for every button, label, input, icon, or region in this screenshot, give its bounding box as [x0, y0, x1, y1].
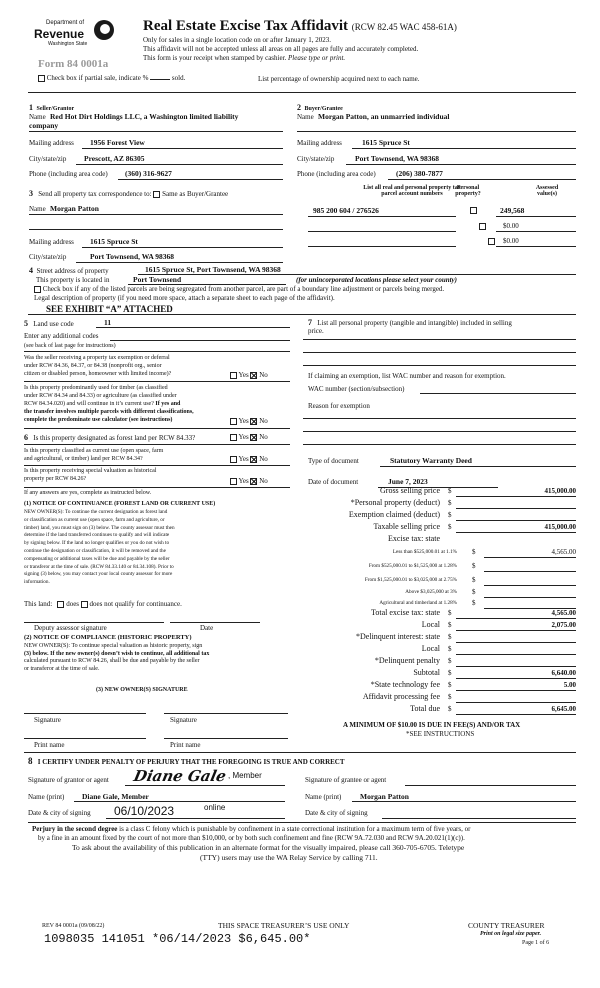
seller-heading: 1 Seller/Grantor [29, 103, 75, 112]
timber-question: Is this property predominantly used for timber (as classified under RCW 84.34 and 84.33) or agriculture (as classified under RCW 84.34.020) and will continue in it’s current use? If yes and the transfer involves multiple parcels with different classifications, complete the predominate use calculator (see instructions) [24, 385, 194, 423]
tax-currency: $ [448, 681, 452, 689]
segregated-row: Check box if any of the listed parcels are being segregated from another parcel, are part of a boundary line adjustment or parcels being merged. [34, 285, 444, 293]
member-text: , Member [228, 771, 262, 780]
seller-city-label: City/state/zip [29, 155, 67, 163]
notice1-body: NEW OWNER(S): To continue the current designation as forest land or classification as current use (open space, farm and agriculture, or timber) land, you must sign on (3) below. The county assessor must then determine if the land transferred continues to qualify and will indicate by signing below. If the land no longer qualifies or you do not wish to continue the designation or classification, it will be removed and the compensating or additional taxes will be due and payable by the seller or transferor at the time of sale. (RCW 84.33.140 or 84.34.108). Prior to signing (3) below, you may contact your local county assessor for more information. [24, 509, 175, 586]
does-checkbox[interactable] [57, 601, 64, 608]
doc-type-label: Type of document [308, 457, 359, 465]
tax-value-subtotal[interactable]: 6,640.00 [551, 669, 576, 677]
q1-no-checkbox[interactable] [250, 372, 257, 379]
correspondence-row: 3 Send all property tax correspondence to: Same as Buyer/Grantee [29, 189, 229, 198]
dept-line3: Washington State [48, 41, 88, 47]
perjury-line-1: Perjury in the second degree is a class C felony which is punishable by confinement in a state correctional institution for a maximum term of five years, or [32, 825, 471, 833]
additional-codes-label: Enter any additional codes [24, 332, 99, 340]
seller-name-line2[interactable]: company [29, 121, 59, 130]
tax-label-gross: Gross selling price [380, 486, 440, 495]
q2-no-checkbox[interactable] [250, 418, 257, 425]
q5-answer: Yes No [230, 477, 268, 485]
tax-label-total-state: Total excise tax: state [371, 608, 440, 617]
street-address[interactable]: 1615 Spruce St, Port Townsend, WA 98368 [145, 265, 281, 274]
q4-answer: Yes No [230, 455, 268, 463]
see-instructions: *SEE INSTRUCTIONS [406, 730, 475, 738]
assessed-value-3[interactable]: $0.00 [503, 237, 519, 245]
corr-mailing[interactable]: 1615 Spruce St [90, 237, 138, 246]
tax-currency: $ [448, 511, 452, 519]
tax-value-total-due[interactable]: 6,645.00 [551, 705, 576, 713]
rev-number: REV 84 0001a (09/08/22) [42, 923, 105, 929]
legal-paper-note: Print on legal size paper. [480, 931, 542, 937]
owner-print-label-1: Print name [34, 741, 65, 749]
treasurer-use-label: THIS SPACE TREASURER’S USE ONLY [218, 921, 350, 930]
notice2-body: NEW OWNER(S): To continue special valuation as historic property, sign (3) below. If the new owner(s) doesn’t wish to continue, all additional tax calculated pursuant to RCW 84.26, shall be due and payable by the seller or transferor at the time of sale. [24, 643, 210, 672]
q1-yes-checkbox[interactable] [230, 372, 237, 379]
exhibit-text[interactable]: SEE EXHIBIT “A” ATTACHED [46, 304, 173, 314]
county-treasurer-label: COUNTY TREASURER [468, 921, 545, 930]
ownership-label: List percentage of ownership acquired next to each name. [258, 75, 420, 83]
current-use-question: Is this property classified as current use (open space, farm and agricultural, or timber) land per RCW 84.34? [24, 448, 164, 462]
deputy-signature-label: Deputy assessor signature [34, 624, 107, 632]
grantor-signature-label: Signature of grantor or agent [28, 776, 109, 784]
tax-value-local[interactable]: 2,075.00 [551, 621, 576, 629]
owner-signature-label-1: Signature [34, 716, 61, 724]
dept-line1: Department of [46, 20, 85, 26]
seller-name-label: Name [29, 113, 46, 121]
tax-label-technology-fee: *State technology fee [370, 680, 440, 689]
corr-name[interactable]: Morgan Patton [50, 204, 99, 213]
forest-question: 6 Is this property designated as forest land per RCW 84.33? [24, 433, 196, 442]
q3-yes-checkbox[interactable] [230, 434, 237, 441]
wac-label: WAC number (section/subsection) [308, 385, 405, 393]
buyer-mailing[interactable]: 1615 Spruce St [362, 138, 410, 147]
tax-value-taxable[interactable]: 415,000.00 [544, 523, 576, 531]
tax-currency: $ [472, 588, 476, 596]
tax-label-subtotal: Subtotal [413, 668, 440, 677]
q2-yes-checkbox[interactable] [230, 418, 237, 425]
partial-sale-row [38, 74, 185, 82]
seller-name-line1[interactable]: Red Hot Dirt Holdings LLC, a Washington limited liability [50, 112, 239, 121]
q3-answer: Yes No [230, 433, 268, 441]
land-use-code[interactable]: 11 [104, 318, 112, 327]
form-number: Form 84 0001a [38, 58, 109, 70]
corr-city-label: City/state/zip [29, 253, 67, 261]
cashier-stamp: 1098035 141051 *06/14/2023 $6,645.00* [44, 932, 311, 946]
tax-currency: $ [448, 633, 452, 641]
tax-value-total-state[interactable]: 4,565.00 [551, 609, 576, 617]
certify-heading: 8 I CERTIFY UNDER PENALTY OF PERJURY THAT THE FOREGOING IS TRUE AND CORRECT [28, 756, 345, 766]
tax-value-technology-fee[interactable]: 5.00 [563, 681, 576, 689]
minimum-note: A MINIMUM OF $10.00 IS DUE IN FEE(S) AND/OR TAX [343, 721, 521, 729]
buyer-city[interactable]: Port Townsend, WA 98368 [355, 154, 440, 163]
notice1-title: (1) NOTICE OF CONTINUANCE (FOREST LAND OR CURRENT USE) [24, 501, 216, 507]
land-use-label: 5 Land use code [24, 319, 74, 328]
personal-property-checkbox-3[interactable] [488, 238, 495, 245]
tty-line: (TTY) users may use the WA Relay Service by calling 711. [200, 853, 378, 862]
tier-label-4: Above $3,025,000 at 3% [405, 589, 457, 595]
notice2-title: (2) NOTICE OF COMPLIANCE (HISTORIC PROPERTY) [24, 634, 192, 641]
tax-label-personal: *Personal property (deduct) [350, 498, 440, 507]
assessed-value-1[interactable]: 249,568 [500, 206, 525, 215]
reason-label: Reason for exemption [308, 402, 370, 410]
note-2: This affidavit will not be accepted unless all areas on all pages are fully and accurately completed. [143, 45, 419, 53]
personal-property-checkbox-2[interactable] [479, 223, 486, 230]
legal-note: Legal description of property (if you need more space, attach a separate sheet to each page of the affidavit). [34, 294, 335, 302]
grantor-name[interactable]: Diane Gale, Member [82, 792, 149, 801]
historic-question: Is this property receiving special valuation as historical property per RCW 84.26? [24, 468, 157, 482]
partial-sale-checkbox[interactable] [38, 75, 45, 82]
q5-yes-checkbox[interactable] [230, 478, 237, 485]
q1-answer: Yes No [230, 371, 268, 379]
tax-label-delinquent-local: Local [421, 644, 440, 653]
doc-type[interactable]: Statutory Warranty Deed [390, 456, 472, 465]
tax-label-taxable: Taxable selling price [373, 522, 440, 531]
q2-answer: Yes No [230, 417, 268, 425]
alt-format-line: To ask about the availability of this publication in an alternate format for the visually impaired, please call 360-705-6705. Teletype [72, 843, 465, 852]
seller-phone[interactable]: (360) 316-9627 [125, 169, 172, 178]
tier-label-2: From $525,000.01 to $1,525,000 at 1.28% [368, 563, 457, 569]
located-value[interactable]: Port Townsend [133, 275, 182, 284]
doc-date-label: Date of document [308, 478, 359, 486]
grantor-date-city-label: Date & city of signing [28, 809, 91, 817]
buyer-name[interactable]: Morgan Patton, an unmarried individual [318, 112, 450, 121]
tax-currency: $ [472, 562, 476, 570]
buyer-heading: 2 Buyer/Grantee [297, 103, 343, 112]
tax-currency: $ [448, 523, 452, 531]
corr-mailing-label: Mailing address [29, 238, 74, 246]
tax-currency: $ [448, 609, 452, 617]
owner-signature-label-2: Signature [170, 716, 197, 724]
seller-city[interactable]: Prescott, AZ 86305 [84, 154, 145, 163]
grantor-signature[interactable]: Diane Gale [132, 767, 228, 785]
exemption-label: If claiming an exemption, list WAC number and reason for exemption. [308, 372, 506, 380]
seller-phone-label: Phone (including area code) [29, 170, 108, 178]
tax-label-delinquent-state: *Delinquent interest: state [356, 632, 440, 641]
tax-label-total-due: Total due [410, 704, 440, 713]
buyer-name-label: Name [297, 113, 314, 121]
grantee-date-city-label: Date & city of signing [305, 809, 368, 817]
perjury-line-2: by a fine in an amount fixed by the court of not more than $10,000, or by both such confinement and fine (RCW 9A.72.030 and RCW 9A.20.021(1)(c)). [38, 834, 465, 842]
grantee-name-label: Name (print) [305, 793, 342, 801]
complete-note: If any answers are yes, complete as instructed below. [24, 490, 152, 496]
tax-value-gross[interactable]: 415,000.00 [544, 487, 576, 495]
see-back-note: (see back of last page for instructions) [24, 343, 116, 349]
grantee-name[interactable]: Morgan Patton [360, 792, 409, 801]
does-not-checkbox[interactable] [81, 601, 88, 608]
tax-currency: $ [472, 576, 476, 584]
buyer-phone[interactable]: (206) 380-7877 [396, 169, 443, 178]
assessed-value-2[interactable]: $0.00 [503, 222, 519, 230]
page-number: Page 1 of 6 [522, 940, 550, 946]
q3-no-checkbox[interactable] [250, 434, 257, 441]
tax-currency: $ [472, 599, 476, 607]
tax-label-penalty: *Delinquent penalty [374, 656, 440, 665]
sold-label: sold. [171, 74, 186, 82]
tax-currency: $ [448, 499, 452, 507]
doc-date[interactable]: June 7, 2023 [388, 477, 428, 486]
buyer-city-label: City/state/zip [297, 155, 335, 163]
segregated-checkbox[interactable] [34, 286, 41, 293]
new-owner-signature-heading: (3) NEW OWNER(S) SIGNATURE [96, 687, 188, 693]
deputy-date-label: Date [200, 624, 214, 632]
personal-property-checkbox-1[interactable] [470, 207, 477, 214]
tax-label-local: Local [421, 620, 440, 629]
tax-currency: $ [448, 669, 452, 677]
tax-currency: $ [448, 657, 452, 665]
form-title: Real Estate Excise Tax Affidavit (RCW 82.45 WAC 458-61A) [143, 18, 457, 34]
same-as-buyer-checkbox[interactable] [153, 191, 160, 198]
tax-currency: $ [448, 487, 452, 495]
tier-label-1: Less than $525,000.01 at 1.1% [392, 549, 457, 555]
tax-currency: $ [448, 621, 452, 629]
parcel-col-header: List all real and personal property tax parcel account numbers [363, 185, 461, 197]
grantor-city[interactable]: online [204, 803, 226, 812]
note-1: Only for sales in a single location code on or after January 1, 2023. [143, 36, 331, 44]
personal-col-header: Personal property? [455, 185, 481, 197]
owner-print-label-2: Print name [170, 741, 201, 749]
exemption-question: Was the seller receiving a property tax exemption or deferral under RCW 84.36, 84.37, or 84.38 (nonprofit org., senior citizen or disabled person, homeowner with limited income)? [24, 355, 172, 377]
tax-currency: $ [448, 705, 452, 713]
parcel-number-1[interactable]: 985 200 604 / 276526 [313, 206, 379, 215]
grantee-signature-label: Signature of grantee or agent [305, 776, 387, 784]
unincorporated-note: (for unincorporated locations please select your county) [296, 276, 457, 284]
tax-currency: $ [448, 693, 452, 701]
corr-city[interactable]: Port Townsend, WA 98368 [90, 252, 175, 261]
tax-currency: $ [448, 645, 452, 653]
tax-label-exemption: Exemption claimed (deduct) [348, 510, 440, 519]
tax-label-excise: Excise tax: state [388, 534, 440, 543]
tax-label-processing-fee: Affidavit processing fee [362, 692, 440, 701]
tier-value-1[interactable]: 4,565.00 [551, 548, 576, 556]
dor-swirl-inner-icon [100, 24, 110, 34]
seller-mailing-label: Mailing address [29, 139, 74, 147]
tax-currency: $ [472, 548, 476, 556]
q4-yes-checkbox[interactable] [230, 456, 237, 463]
street-label: 4 Street address of property [29, 266, 109, 275]
grantor-date[interactable]: 06/10/2023 [114, 804, 175, 818]
this-land-row: This land: does does not qualify for continuance. [24, 600, 182, 608]
assessed-col-header: Assessed value(s) [535, 185, 559, 197]
personal-property-label: 7 List all personal property (tangible and intangible) included in selling price. [308, 318, 512, 335]
tier-label-3: From $1,525,000.01 to $3,025,000 at 2.75% [364, 577, 457, 583]
located-label: This property is located in [36, 276, 110, 284]
tier-label-5: Agricultural and timberland at 1.28% [379, 600, 457, 606]
dept-line2: Revenue [34, 27, 85, 41]
partial-sale-label: Check box if partial sale, indicate % [46, 74, 149, 82]
buyer-phone-label: Phone (including area code) [297, 170, 376, 178]
corr-name-label: Name [29, 205, 46, 213]
grantor-name-label: Name (print) [28, 793, 65, 801]
seller-mailing[interactable]: 1956 Forest View [90, 138, 145, 147]
buyer-mailing-label: Mailing address [297, 139, 342, 147]
q5-no-checkbox[interactable] [250, 478, 257, 485]
q4-no-checkbox[interactable] [250, 456, 257, 463]
note-3: This form is your receipt when stamped by cashier. Please type or print. [143, 54, 346, 62]
